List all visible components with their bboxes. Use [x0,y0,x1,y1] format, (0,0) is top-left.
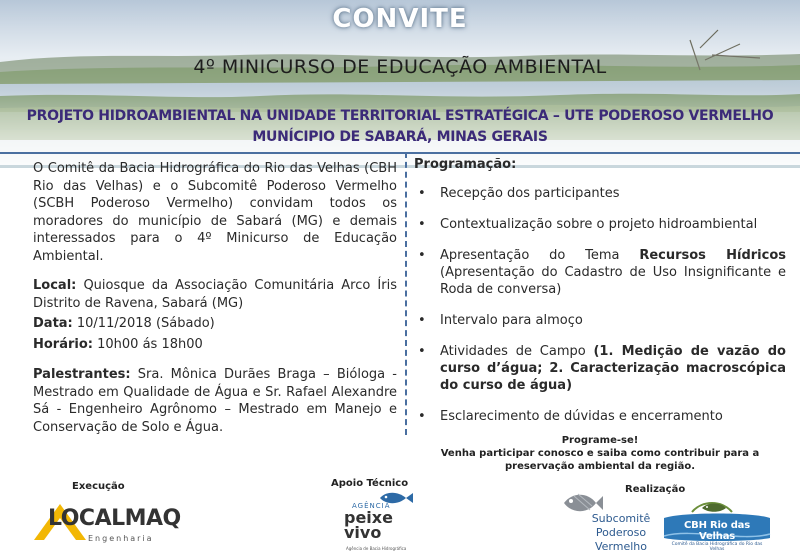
peixe-vivo-tagline: Agência de Bacia Hidrográfica [346,546,407,551]
invitation-details [33,160,397,439]
subcomite-logo [560,490,660,556]
realization-label: Realização [625,484,686,495]
program-section [414,156,786,439]
technical-support-label: Apoio Técnico [331,478,409,489]
cbh-rio-das-velhas-logo [662,498,772,556]
program-item [414,408,786,425]
program-item-text: Recepção dos participantes [440,186,620,201]
execution-label: Execução [72,481,125,492]
location-label: Local: [33,278,77,293]
program-item [414,185,786,202]
cbh-name: CBH Rio das Velhas [684,520,750,542]
speakers-field [33,366,397,436]
call-to-action [414,434,786,473]
location-value: Quiosque da Associação Comunitária Arco Íris Distrito de Ravena, Sabará (MG) [33,278,397,311]
localmaq-subtitle: Engenharia [88,534,154,543]
horizontal-divider [0,152,800,154]
speakers-label: Palestrantes: [33,367,131,382]
program-item [414,216,786,233]
project-title-line2: MUNÍCIPIO DE SABARÁ, MINAS GERAIS [252,129,548,145]
peixe-agency-label: AGÊNCIA [352,502,391,510]
time-value: 10h00 ás 18h00 [93,336,203,352]
time-field [33,336,397,354]
location-field [33,277,397,312]
program-item-highlight: (1. Medição de vazão do curso d’água; 2. Caracterização macroscópica do curso de água) [440,344,786,393]
peixe-vivo-name [344,510,393,540]
intro-paragraph: O Comitê da Bacia Hidrográfica do Rio das Velhas (CBH Rio das Velhas) e o Subcomitê Poderoso Vermelho (SCBH Poderoso Vermelho) convidam todos os moradores do município de Sabará (MG) e demais interessados para o 4º Minicurso de Educação Ambiental. [33,161,397,264]
program-item [414,312,786,329]
program-item-text: Contextualização sobre o projeto hidroambiental [440,217,758,232]
program-item-text: Esclarecimento de dúvidas e encerramento [440,409,723,424]
peixe-vivo-logo [330,490,420,556]
program-item-text: (Apresentação do Cadastro de Uso Insignificante e Roda de conversa) [440,265,786,297]
program-title: Programação: [414,157,517,172]
program-item [414,343,786,394]
program-item-text: Atividades de Campo [440,344,594,359]
peixe-name-line2: vivo [344,523,382,542]
column-divider [405,152,407,435]
date-field [33,315,397,333]
localmaq-logo [30,500,181,548]
project-title [0,106,800,148]
cta-text: Venha participar conosco e saiba como contribuir para a preservação ambiental da região. [440,448,760,472]
project-title-line1: PROJETO HIDROAMBIENTAL NA UNIDADE TERRITORIAL ESTRATÉGICA – UTE PODEROSO VERMELHO [26,108,774,124]
event-subtitle: 4º MINICURSO DE EDUCAÇÃO AMBIENTAL [193,56,607,78]
subcomite-name: Subcomitê Poderoso Vermelho [591,512,651,553]
date-value: 10/11/2018 (Sábado) [72,316,215,331]
invitation-title: CONVITE [332,4,468,34]
program-item-text: Intervalo para almoço [440,313,583,328]
program-item-text: Apresentação do Tema [440,248,640,263]
program-item-highlight: Recursos Hídricos [639,248,786,263]
time-label: Horário: [33,336,93,352]
program-list [414,185,786,425]
program-item [414,247,786,298]
speakers-value: Sra. Mônica Durães Braga – Bióloga - Mestrado em Qualidade de Água e Sr. Rafael Alexandre Sá - Engenheiro Agrônomo – Mestrado em Manejo e Conservação de Solo e Água. [33,367,397,435]
cta-heading: Programe-se! [561,435,639,446]
localmaq-name: LOCALMAQ [48,506,181,531]
peixe-name-line1: peixe [344,508,393,527]
date-label: Data: [33,316,73,331]
cbh-tagline: Comitê da Bacia Hidrográfica do Rio das Velhas [671,542,763,552]
